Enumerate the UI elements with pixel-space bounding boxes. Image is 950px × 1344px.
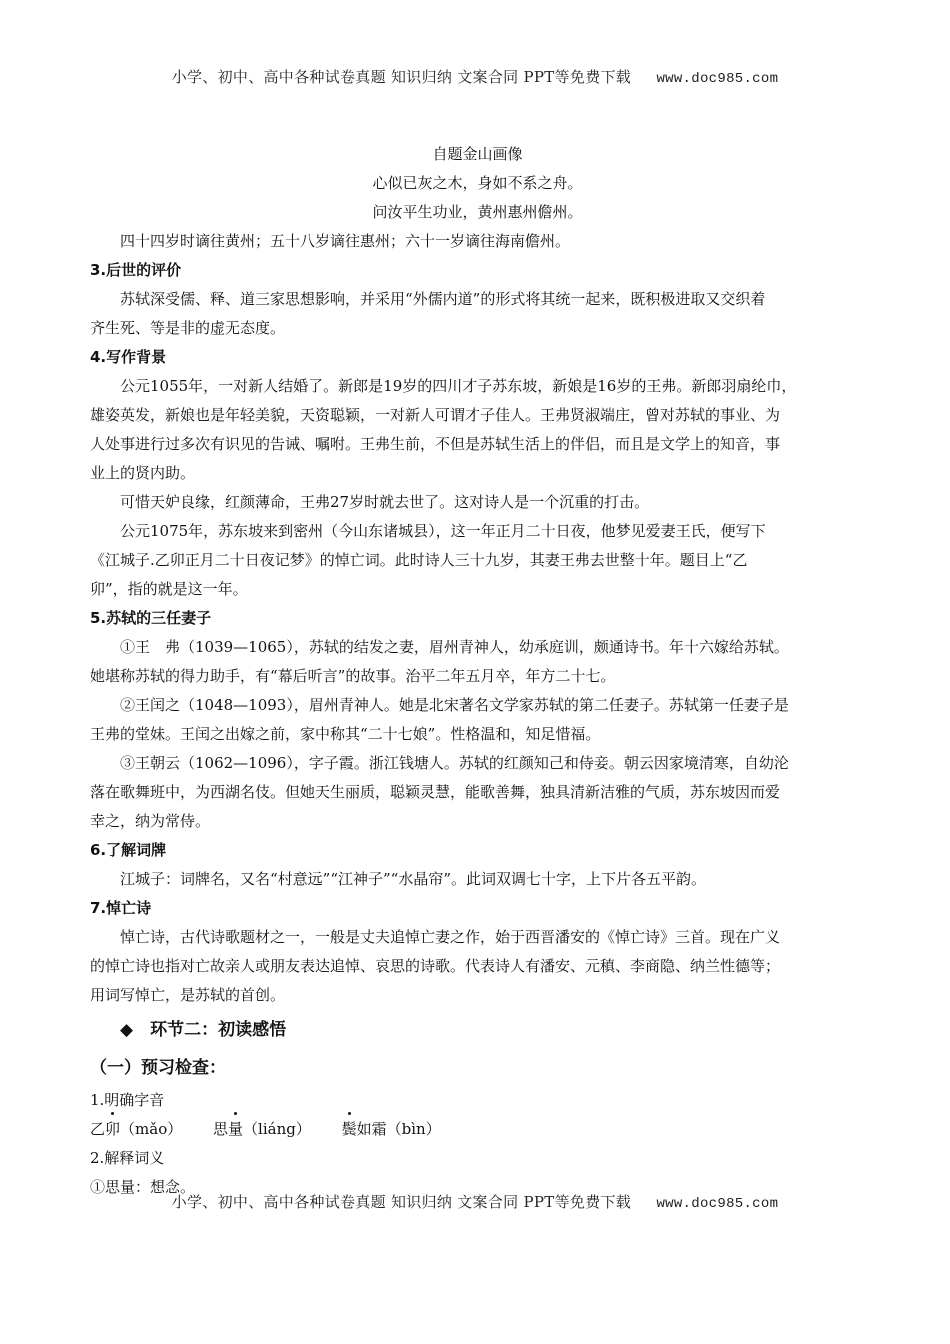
poem-line: 问汝平生功业，黄州惠州儋州。 — [372, 203, 583, 221]
paragraph-line: ①王 弗（1039—1065），苏轼的结发之妻，眉州青神人，幼承庭训，颇通诗书。年十六嫁给苏轼。 — [120, 638, 789, 656]
page-header — [0, 66, 950, 87]
section-heading: 5.苏轼的三任妻子 — [90, 609, 212, 627]
paragraph-line: 公元1075年，苏东坡来到密州（今山东诸城县），这一年正月二十日夜，他梦见爱妻王氏，便写下 — [120, 522, 766, 540]
section-heading: 4.写作背景 — [90, 348, 167, 366]
paragraph-line: 她堪称苏轼的得力助手，有“幕后听言”的故事。治平二年五月卒，年方二十七。 — [90, 667, 616, 685]
section-heading: 3.后世的评价 — [90, 261, 182, 279]
page-footer — [0, 1191, 950, 1212]
paragraph-line: 苏轼深受儒、释、道三家思想影响，并采用“外儒内道”的形式将其统一起来，既积极进取又交织着 — [120, 290, 766, 308]
poem-line: 心似已灰之木，身如不系之舟。 — [372, 174, 583, 192]
exile-line: 四十四岁时谪往黄州；五十八岁谪往惠州；六十一岁谪往海南儋州。 — [120, 232, 571, 250]
paragraph-line: 江城子：词牌名，又名“村意远”“江神子”“水晶帘”。此词双调七十字，上下片各五平韵。 — [120, 870, 707, 888]
subsection-heading: （一）预习检查： — [90, 1058, 226, 1078]
footer-text: 小学、初中、高中各种试卷真题 知识归纳 文案合同 PPT等免费下载 — [171, 1193, 632, 1211]
definition-line: ①思量：想念。 — [90, 1178, 196, 1196]
dotted-char: 鬓 — [342, 1115, 357, 1144]
paragraph-line: 幸之，纳为常侍。 — [90, 812, 211, 830]
paragraph-line: 《江城子.乙卯正月二十日夜记梦》的悼亡词。此时诗人三十九岁，其妻王弗去世整十年。题目上“乙 — [90, 551, 748, 569]
poem-title: 自题金山画像 — [432, 145, 523, 163]
paragraph-line: 人处事进行过多次有识见的告诫、嘱咐。王弗生前，不但是苏轼生活上的伴侣，而且是文学上的知音，事 — [90, 435, 781, 453]
paragraph-line: 公元1055年，一对新人结婚了。新郎是19岁的四川才子苏东坡，新娘是16岁的王弗。新郎羽扇纶巾， — [120, 377, 797, 395]
paragraph-line: 业上的贤内助。 — [90, 464, 196, 482]
paragraph-line: 用词写悼亡，是苏轼的首创。 — [90, 986, 286, 1004]
list-item: 1.明确字音 — [90, 1091, 165, 1109]
section-heading: 7.悼亡诗 — [90, 899, 152, 917]
paragraph-line: 悼亡诗，古代诗歌题材之一，一般是丈夫追悼亡妻之作，始于西晋潘安的《悼亡诗》三首。现在广义 — [120, 928, 781, 946]
dotted-char: 卯 — [105, 1115, 120, 1144]
paragraph-line: ③王朝云（1062—1096），字子霞。浙江钱塘人。苏轼的红颜知己和侍妾。朝云因家境清寒，自幼沦 — [120, 754, 789, 772]
paragraph-line: 可惜天妒良缘，红颜薄命，王弗27岁时就去世了。这对诗人是一个沉重的打击。 — [120, 493, 650, 511]
paragraph-line: 齐生死、等是非的虚无态度。 — [90, 319, 286, 337]
list-item: 2.解释词义 — [90, 1149, 165, 1167]
pronunciation-item: 乙卯（mǎo） — [90, 1115, 182, 1144]
part-heading: ◆ 环节二：初读感悟 — [120, 1020, 287, 1040]
header-text: 小学、初中、高中各种试卷真题 知识归纳 文案合同 PPT等免费下载 — [171, 68, 632, 86]
dotted-char: 量 — [228, 1115, 243, 1144]
pronunciation-item: 思量（liáng） — [213, 1115, 311, 1144]
paragraph-line: ②王闰之（1048—1093），眉州青神人。她是北宋著名文学家苏轼的第二任妻子。苏轼第一任妻子是 — [120, 696, 789, 714]
paragraph-line: 卯”，指的就是这一年。 — [90, 580, 248, 598]
pronunciation-row — [90, 1115, 865, 1144]
footer-url[interactable]: www.doc985.com — [656, 1196, 779, 1212]
main-content — [90, 140, 865, 1202]
paragraph-line: 雄姿英发，新娘也是年轻美貌，天资聪颖，一对新人可谓才子佳人。王弗贤淑端庄，曾对苏轼的事业、为 — [90, 406, 781, 424]
pronunciation-item: 鬓如霜（bìn） — [342, 1115, 441, 1144]
paragraph-line: 落在歌舞班中，为西湖名伎。但她天生丽质，聪颖灵慧，能歌善舞，独具清新洁雅的气质，苏东坡因而爱 — [90, 783, 781, 801]
paragraph-line: 的悼亡诗也指对亡故亲人或朋友表达追悼、哀思的诗歌。代表诗人有潘安、元稹、李商隐、纳兰性德等； — [90, 957, 781, 975]
section-heading: 6.了解词牌 — [90, 841, 167, 859]
header-url[interactable]: www.doc985.com — [656, 71, 779, 87]
paragraph-line: 王弗的堂妹。王闰之出嫁之前，家中称其“二十七娘”。性格温和，知足惜福。 — [90, 725, 601, 743]
